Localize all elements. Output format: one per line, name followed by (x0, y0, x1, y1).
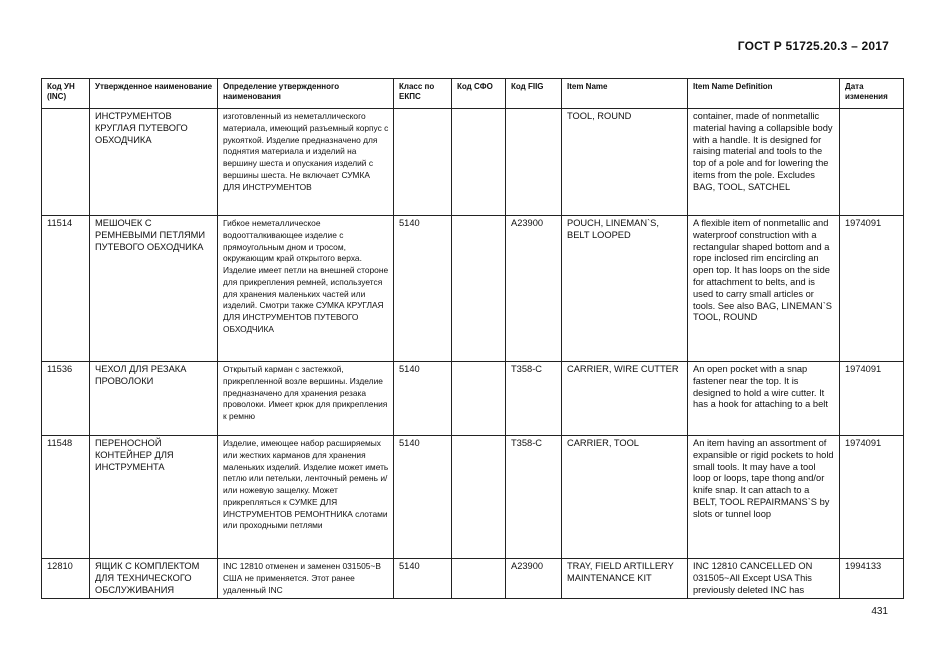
cell-fiig (506, 109, 562, 216)
cell-class (394, 109, 452, 216)
cell-name-ru: ЯЩИК С КОМПЛЕКТОМ ДЛЯ ТЕХНИЧЕСКОГО ОБСЛУЖИВАНИЯ (90, 559, 218, 599)
cell-inc: 11514 (42, 216, 90, 362)
cell-sfo (452, 216, 506, 362)
cell-class: 5140 (394, 216, 452, 362)
cell-item-definition: container, made of nonmetallic material having a collapsible body with a handle. It is designed for raising material and tools to the top of a pole and for lowering the items from the pole. Excludes BAG, TOOL, SATCHEL (688, 109, 840, 216)
cell-definition-ru: изготовленный из неметаллического материала, имеющий разъемный корпус с рукояткой. Изделие предназначено для поднятия материала и изделий на вершину шеста и опускания изделий с вершины шеста. Не включает СУМКА ДЛЯ ИНСТРУМЕНТОВ (218, 109, 394, 216)
col-header-item-definition: Item Name Definition (688, 79, 840, 109)
cell-definition-ru: Гибкое неметаллическое водоотталкивающее изделие с прямоугольным дном и тросом, окружающим край открытого верха. Изделие имеет петли на внешней стороне для прикрепления ремней, используется для хранения маленьких частей или изделий. Смотри также СУМКА КРУГЛАЯ ДЛЯ ИНСТРУМЕНТОВ ПУТЕВОГО ОБХОДЧИКА (218, 216, 394, 362)
cell-fiig: A23900 (506, 559, 562, 599)
col-header-sfo: Код СФО (452, 79, 506, 109)
page-number: 431 (871, 606, 888, 617)
col-header-fiig: Код FIIG (506, 79, 562, 109)
col-header-definition: Определение утвержденного наименования (218, 79, 394, 109)
table-row (42, 436, 904, 559)
col-header-item-name: Item Name (562, 79, 688, 109)
cell-class: 5140 (394, 362, 452, 436)
col-header-class: Класс по ЕКПС (394, 79, 452, 109)
cell-fiig: A23900 (506, 216, 562, 362)
cell-sfo (452, 362, 506, 436)
table-row (42, 362, 904, 436)
cell-item-name: TRAY, FIELD ARTILLERY MAINTENANCE KIT (562, 559, 688, 599)
cell-definition-ru: Открытый карман с застежкой, прикрепленной возле вершины. Изделие предназначено для хранения резака проволоки. Имеет крюк для прикрепления к ремню (218, 362, 394, 436)
cell-date (840, 109, 904, 216)
cell-definition-ru: Изделие, имеющее набор расширяемых или жестких карманов для хранения маленьких изделий. Изделие может иметь петлю или петельки, ленточный ремень и/или ножевую защелку. Может прикрепляться к СУМКЕ ДЛЯ ИНСТРУМЕНТОВ РЕМОНТНИКА слотами или проходными петлями (218, 436, 394, 559)
cell-fiig: T358-C (506, 436, 562, 559)
table-row (42, 216, 904, 362)
cell-name-ru: ИНСТРУМЕНТОВ КРУГЛАЯ ПУТЕВОГО ОБХОДЧИКА (90, 109, 218, 216)
cell-item-definition: An open pocket with a snap fastener near the top. It is designed to hold a wire cutter. It has a hook for attaching to a belt (688, 362, 840, 436)
cell-item-name: CARRIER, WIRE CUTTER (562, 362, 688, 436)
table-row (42, 109, 904, 216)
cell-name-ru: ПЕРЕНОСНОЙ КОНТЕЙНЕР ДЛЯ ИНСТРУМЕНТА (90, 436, 218, 559)
cell-inc (42, 109, 90, 216)
cell-item-name: CARRIER, TOOL (562, 436, 688, 559)
cell-definition-ru: INC 12810 отменен и заменен 031505~B США не применяется. Этот ранее удаленный INC (218, 559, 394, 599)
cell-item-name: TOOL, ROUND (562, 109, 688, 216)
cell-inc: 11536 (42, 362, 90, 436)
cell-inc: 12810 (42, 559, 90, 599)
cell-item-definition: An item having an assortment of expansible or rigid pockets to hold small tools. It may have a tool loop or loops, tape thong and/or knife snap. It can attach to a BELT, TOOL REPAIRMANS`S by slots or tunnel loop (688, 436, 840, 559)
standard-title: ГОСТ Р 51725.20.3 – 2017 (737, 39, 889, 53)
cell-name-ru: ЧЕХОЛ ДЛЯ РЕЗАКА ПРОВОЛОКИ (90, 362, 218, 436)
cell-date: 1974091 (840, 216, 904, 362)
cell-class: 5140 (394, 436, 452, 559)
cell-sfo (452, 559, 506, 599)
cell-fiig: T358-C (506, 362, 562, 436)
cell-class: 5140 (394, 559, 452, 599)
header-row (42, 79, 904, 109)
col-header-inc: Код УН (INC) (42, 79, 90, 109)
table-row (42, 559, 904, 599)
col-header-approved-name: Утвержденное наименование (90, 79, 218, 109)
cell-date: 1974091 (840, 436, 904, 559)
cell-item-definition: INC 12810 CANCELLED ON 031505~All Except USA This previously deleted INC has (688, 559, 840, 599)
col-header-date: Дата изменения (840, 79, 904, 109)
cell-item-name: POUCH, LINEMAN`S, BELT LOOPED (562, 216, 688, 362)
cell-date: 1994133 (840, 559, 904, 599)
cell-name-ru: МЕШОЧЕК С РЕМНЕВЫМИ ПЕТЛЯМИ ПУТЕВОГО ОБХОДЧИКА (90, 216, 218, 362)
cell-inc: 11548 (42, 436, 90, 559)
cell-sfo (452, 109, 506, 216)
cell-item-definition: A flexible item of nonmetallic and waterproof construction with a rectangular shaped bottom and a rope inclosed rim encircling an open top. It has loops on the side for attachment to belts, and is used to carry small articles or tools. See also BAG, LINEMAN`S TOOL, ROUND (688, 216, 840, 362)
catalog-table (41, 78, 904, 599)
cell-sfo (452, 436, 506, 559)
cell-date: 1974091 (840, 362, 904, 436)
